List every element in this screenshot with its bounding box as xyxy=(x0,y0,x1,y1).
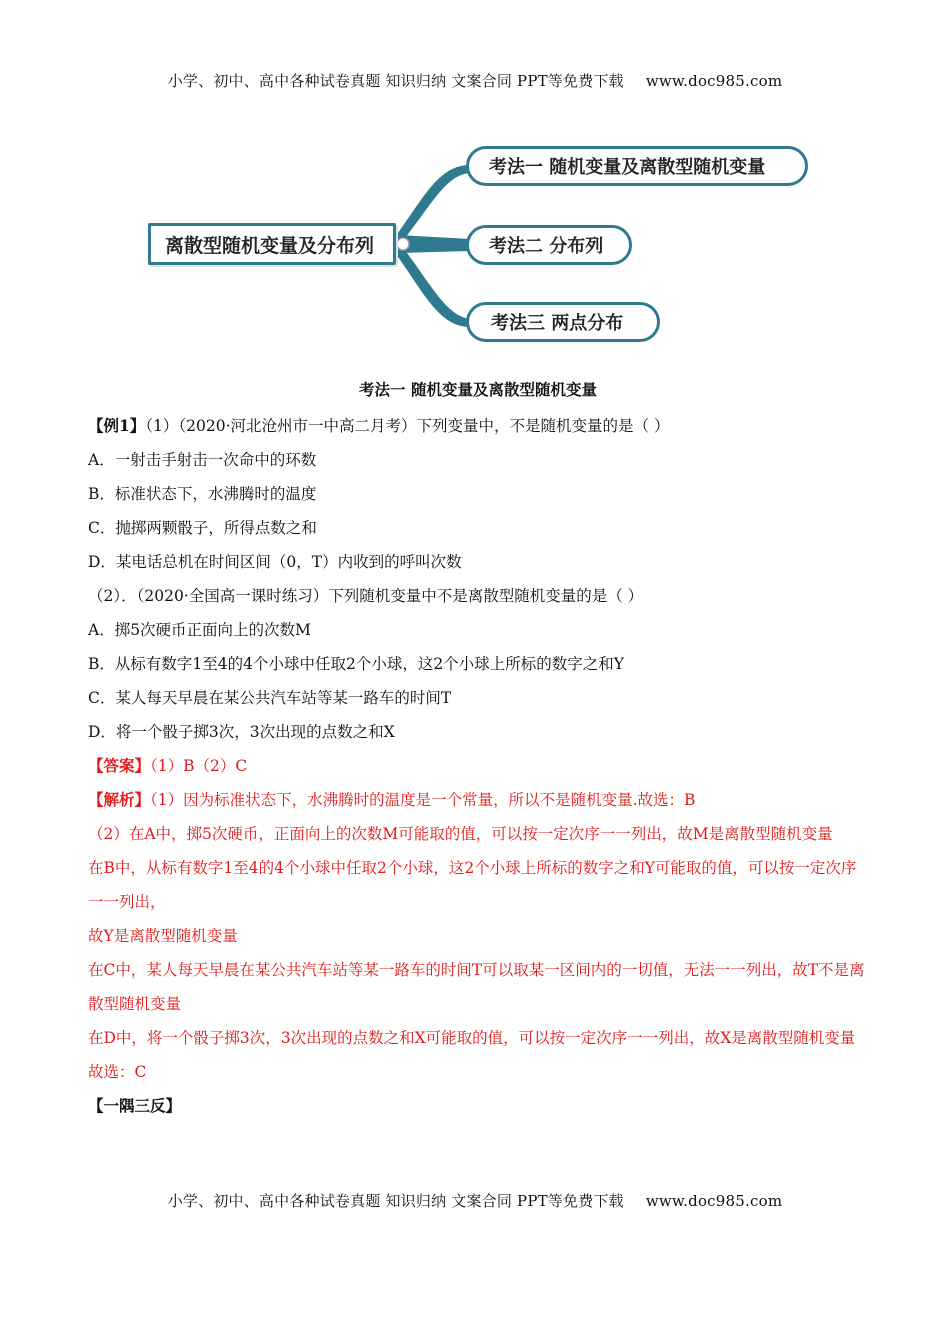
analysis-line-1 xyxy=(88,783,868,817)
page-footer xyxy=(0,1190,950,1211)
analysis-p4: 故Y是离散型随机变量 xyxy=(88,927,238,945)
question-1-option-d: D．某电话总机在时间区间（0，T）内收到的呼叫次数 xyxy=(88,553,462,571)
question-2-option-b: B．从标有数字1至4的4个小球中任取2个小球，这2个小球上所标的数字之和Y xyxy=(88,655,624,673)
mind-map xyxy=(140,135,820,350)
mind-map-branch-3: 考法三 两点分布 xyxy=(466,302,660,342)
practice-label: 【一隅三反】 xyxy=(88,1096,182,1115)
answer-text: （1）B（2）C xyxy=(150,757,248,775)
page-header xyxy=(0,70,950,91)
analysis-p3: 在B中，从标有数字1至4的4个小球中任取2个小球，这2个小球上所标的数字之和Y可能取的值，可以按一定次序一一列出， xyxy=(88,859,857,911)
question-2-text: （2）．（2020·全国高一课时练习）下列随机变量中不是离散型随机变量的是（ ） xyxy=(88,587,644,605)
question-1-text: （1）（2020·河北沧州市一中高二月考）下列变量中，不是随机变量的是（ ） xyxy=(145,417,670,435)
header-site: www.doc985.com xyxy=(645,72,783,90)
mind-map-root: 离散型随机变量及分布列 xyxy=(148,223,396,265)
mind-map-branch-2: 考法二 分布列 xyxy=(466,225,632,265)
footer-site: www.doc985.com xyxy=(645,1192,783,1210)
mind-map-branch-1: 考法一 随机变量及离散型随机变量 xyxy=(466,146,808,186)
analysis-p2: （2）在A中，掷5次硬币，正面向上的次数M可能取的值，可以按一定次序一一列出，故M是离散型随机变量 xyxy=(88,825,833,843)
document-body xyxy=(88,378,868,1123)
question-1-option-b: B．标准状态下，水沸腾时的温度 xyxy=(88,485,317,503)
question-1-option-c: C．抛掷两颗骰子，所得点数之和 xyxy=(88,519,317,537)
example-label: 【例1】 xyxy=(88,416,146,435)
footer-text: 小学、初中、高中各种试卷真题 知识归纳 文案合同 PPT等免费下载 xyxy=(167,1192,624,1210)
analysis-label: 【解析】 xyxy=(88,790,151,809)
question-2-option-a: A．掷5次硬币正面向上的次数M xyxy=(88,621,311,639)
header-text: 小学、初中、高中各种试卷真题 知识归纳 文案合同 PPT等免费下载 xyxy=(167,72,624,90)
question-2-option-d: D．将一个骰子掷3次，3次出现的点数之和X xyxy=(88,723,395,741)
analysis-p1: （1）因为标准状态下，水沸腾时的温度是一个常量，所以不是随机变量.故选：B xyxy=(150,791,696,809)
example-1-question-1 xyxy=(88,409,868,443)
answer-label: 【答案】 xyxy=(88,756,151,775)
question-2-option-c: C．某人每天早晨在某公共汽车站等某一路车的时间T xyxy=(88,689,452,707)
question-1-option-a: A．一射击手射击一次命中的环数 xyxy=(88,451,317,469)
section-title: 考法一 随机变量及离散型随机变量 xyxy=(359,381,597,399)
answer-line xyxy=(88,749,868,783)
analysis-p6: 在D中，将一个骰子掷3次，3次出现的点数之和X可能取的值，可以按一定次序一一列出，故X是离散型随机变量故选：C xyxy=(88,1029,856,1081)
analysis-p5: 在C中，某人每天早晨在某公共汽车站等某一路车的时间T可以取某一区间内的一切值，无法一一列出，故T不是离散型随机变量 xyxy=(88,961,865,1013)
